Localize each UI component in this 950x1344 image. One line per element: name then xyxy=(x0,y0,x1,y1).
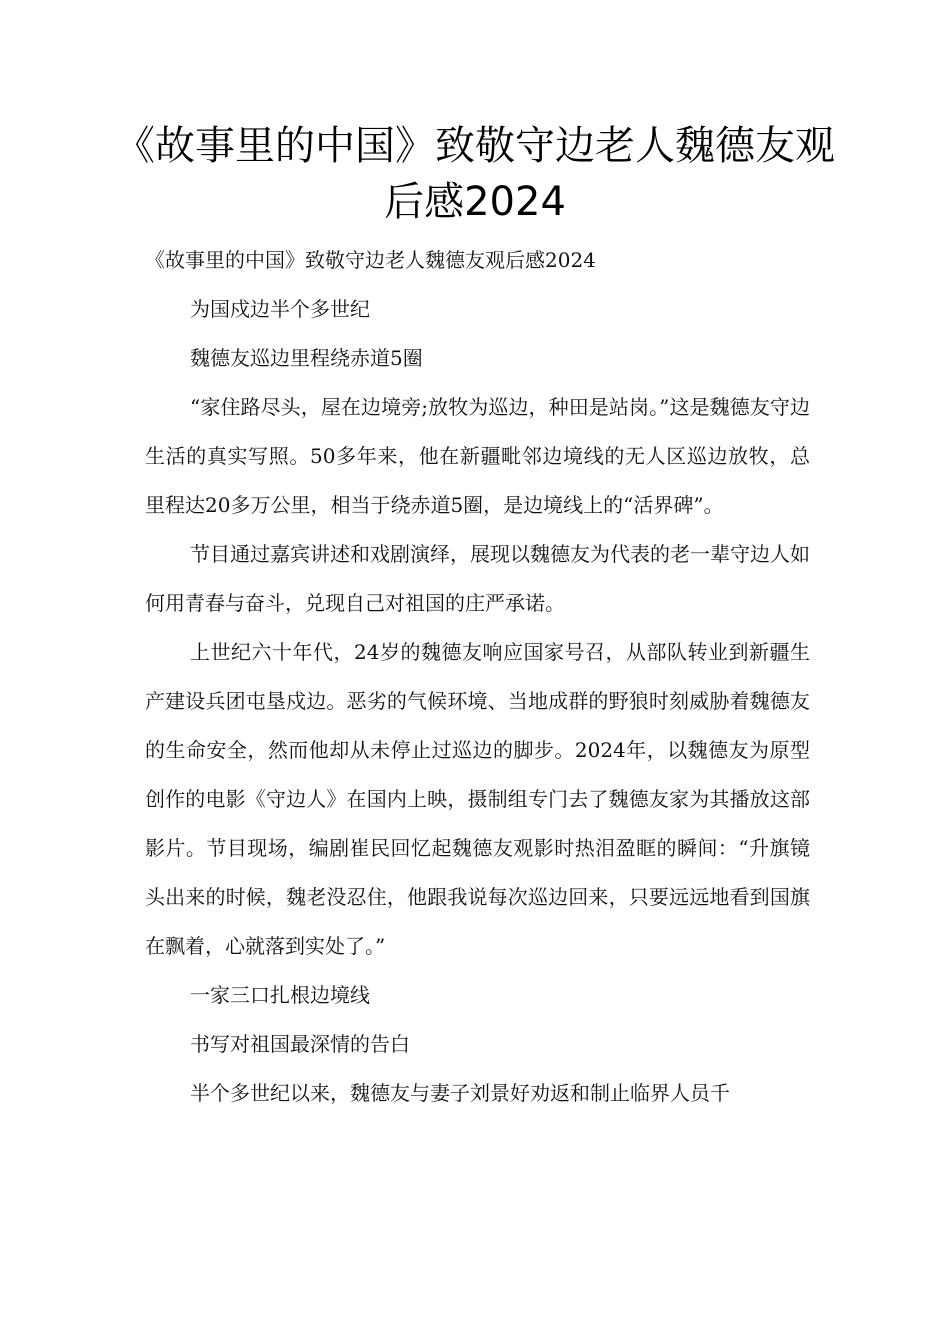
paragraph: 上世纪六十年代，24岁的魏德友响应国家号召，从部队转业到新疆生产建设兵团屯垦戍边。恶劣的气候环境、当地成群的野狼时刻威胁着魏德友的生命安全，然而他却从未停止过巡边的脚步。2024年，以魏德友为原型创作的电影《守边人》在国内上映，摄制组专门去了魏德友家为其播放这部影片。节目现场，编剧崔民回忆起魏德友观影时热泪盈眶的瞬间：“升旗镜头出来的时候，魏老没忍住，他跟我说每次巡边回来，只要远远地看到国旗在飘着，心就落到实处了。” xyxy=(145,640,810,958)
paragraph: 书写对祖国最深情的告白 xyxy=(190,1032,410,1056)
document-body xyxy=(145,236,810,1118)
paragraph: 一家三口扎根边境线 xyxy=(190,983,370,1007)
paragraph: 节目通过嘉宾讲述和戏剧演绎，展现以魏德友为代表的老一辈守边人如何用青春与奋斗，兑现自己对祖国的庄严承诺。 xyxy=(145,542,810,615)
paragraph: 为国戍边半个多世纪 xyxy=(190,297,370,321)
paragraph: 魏德友巡边里程绕赤道5圈 xyxy=(190,346,423,370)
paragraph: 半个多世纪以来，魏德友与妻子刘景好劝返和制止临界人员千 xyxy=(190,1081,730,1105)
paragraph: “家住路尽头，屋在边境旁;放牧为巡边，种田是站岗。”这是魏德友守边生活的真实写照。50多年来，他在新疆毗邻边境线的无人区巡边放牧，总里程达20多万公里，相当于绕赤道5圈，是边境线上的“活界碑”。 xyxy=(145,395,810,517)
document-title: 《故事里的中国》致敬守边老人魏德友观后感2024 xyxy=(115,123,835,225)
paragraph-subtitle: 《故事里的中国》致敬守边老人魏德友观后感2024 xyxy=(145,248,596,272)
